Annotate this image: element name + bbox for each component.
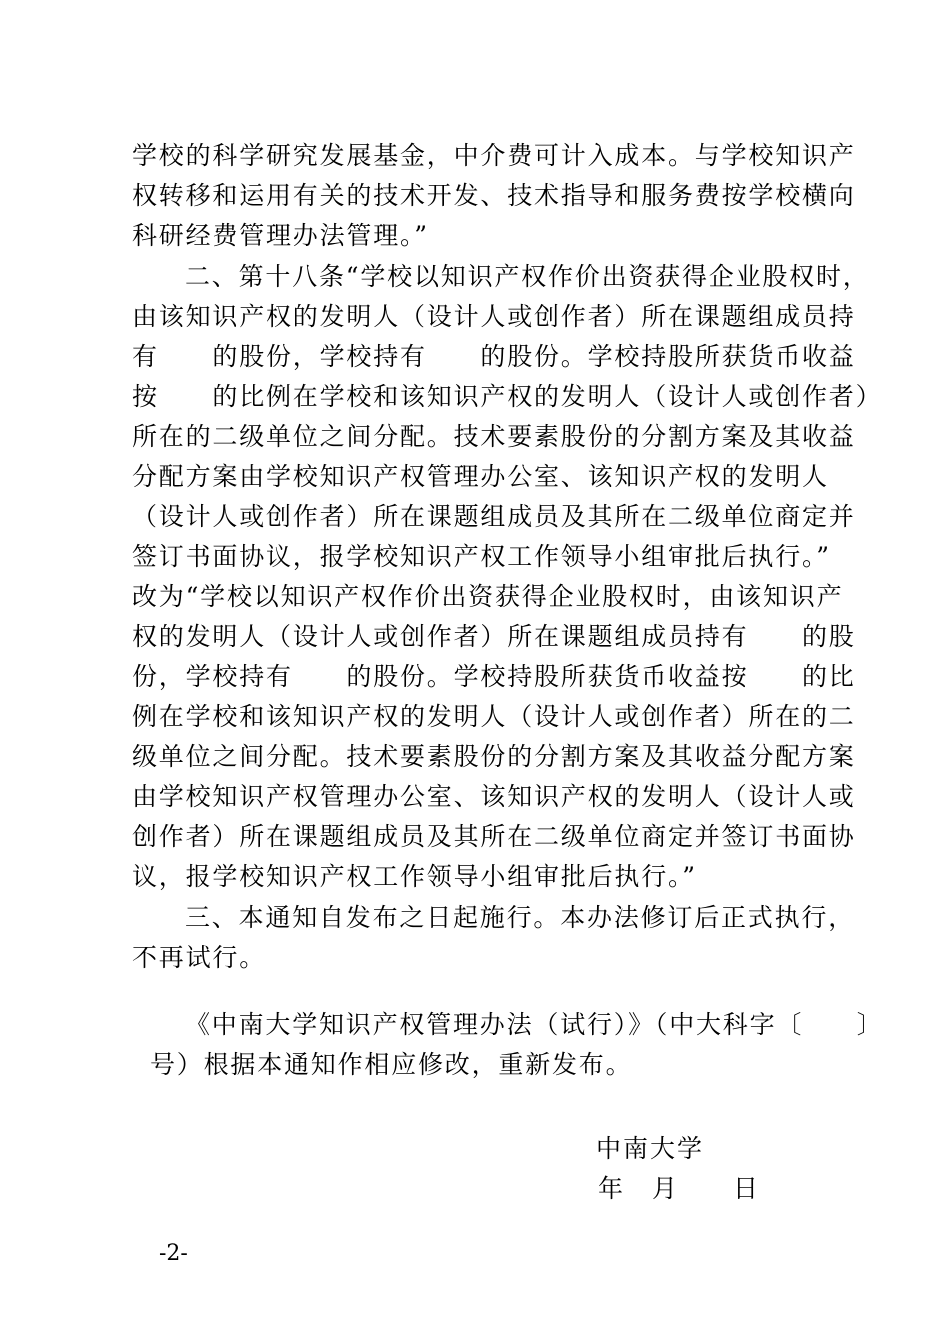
body-line: 份，学校持有 的股份。学校持股所获货币收益按 的比: [132, 662, 856, 691]
body-line: 分配方案由学校知识产权管理办公室、该知识产权的发明人: [132, 462, 829, 491]
body-line: 权的发明人（设计人或创作者）所在课题组成员持有 的股: [132, 622, 856, 651]
body-line: 不再试行。: [132, 943, 267, 972]
revision-note-end: 号）根据本通知作相应修改，重新发布。: [150, 1050, 633, 1079]
body-line: 议，报学校知识产权工作领导小组审批后执行。”: [132, 862, 697, 891]
body-line: 有 的股份，学校持有 的股份。学校持股所获货币收益: [132, 342, 856, 371]
body-line: 所在的二级单位之间分配。技术要素股份的分割方案及其收益: [132, 422, 856, 451]
body-line: 由学校知识产权管理办公室、该知识产权的发明人（设计人或: [132, 782, 856, 811]
revision-note: 《中南大学知识产权管理办法（试行）》（中大科字〔 〕: [185, 1010, 884, 1039]
body-line: （设计人或创作者）所在课题组成员及其所在二级单位商定并: [132, 502, 856, 531]
body-line: 签订书面协议，报学校知识产权工作领导小组审批后执行。”: [132, 542, 831, 571]
body-line: 例在学校和该知识产权的发明人（设计人或创作者）所在的二: [132, 702, 856, 731]
body-line: 级单位之间分配。技术要素股份的分割方案及其收益分配方案: [132, 742, 856, 771]
body-line: 由该知识产权的发明人（设计人或创作者）所在课题组成员持: [132, 302, 856, 331]
paragraph-2-start: 二、第十八条“学校以知识产权作价出资获得企业股权时，: [185, 262, 870, 291]
body-line: 创作者）所在课题组成员及其所在二级单位商定并签订书面协: [132, 822, 856, 851]
body-line: 按 的比例在学校和该知识产权的发明人（设计人或创作者）: [132, 382, 883, 411]
body-line: 权转移和运用有关的技术开发、技术指导和服务费按学校横向: [132, 181, 856, 210]
body-line: 学校的科学研究发展基金，中介费可计入成本。与学校知识产: [132, 141, 856, 170]
page-number: -2-: [159, 1241, 188, 1266]
body-line: 科研经费管理办法管理。”: [132, 221, 429, 250]
signature-date: 年 月 日: [598, 1174, 761, 1203]
paragraph-3-start: 三、本通知自发布之日起施行。本办法修订后正式执行，: [185, 903, 856, 932]
body-line: 改为“学校以知识产权作价出资获得企业股权时，由该知识产: [132, 582, 844, 611]
signature-org: 中南大学: [596, 1134, 705, 1163]
